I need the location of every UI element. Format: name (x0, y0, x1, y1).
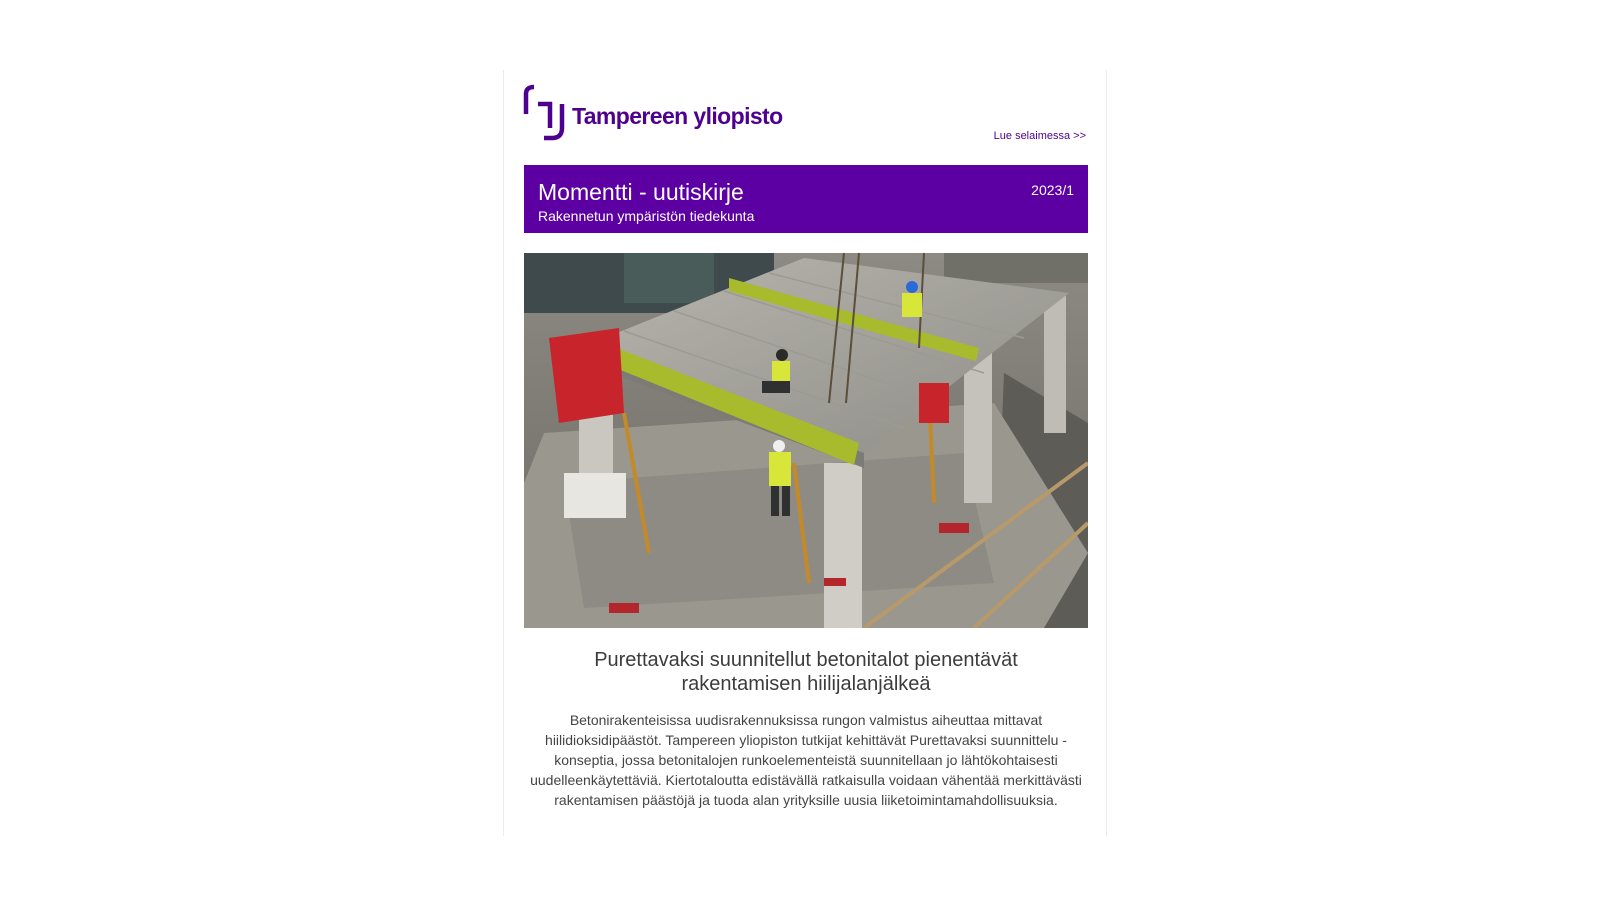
newsletter-container (503, 70, 1107, 836)
issue-number: 2023/1 (1031, 182, 1074, 198)
article-headline[interactable]: Purettavaksi suunnitellut betonitalot pienentävät rakentamisen hiilijalanjälkeä (594, 649, 1018, 695)
tuni-logo-icon (522, 84, 566, 142)
newsletter-banner (524, 165, 1088, 233)
newsletter-title: Momentti - uutiskirje (538, 179, 744, 205)
view-in-browser-link[interactable]: Lue selaimessa >> (993, 130, 1086, 142)
construction-photo (524, 253, 1088, 628)
university-logo[interactable] (522, 84, 783, 142)
faculty-name: Rakennetun ympäristön tiedekunta (538, 208, 755, 224)
article-lead: Betonirakenteisissa uudisrakennuksissa rungon valmistus aiheuttaa mittavat hiilidioksidipäästöt. Tampereen yliopiston tutkijat kehittävät Purettavaksi suunnittelu -konseptia, jossa betonitalojen runkoelementeistä suunnitellaan jo lähtökohtaisesti uudelleenkäytettäviä. Kiertotaloutta edistävällä ratkaisulla voidaan vähentää merkittävästi rakentamisen päästöjä ja tuoda alan yrityksille uusia liiketoimintamahdollisuuksia. (530, 712, 1082, 808)
hero-image[interactable] (524, 253, 1088, 628)
university-name: Tampereen yliopisto (572, 102, 783, 129)
